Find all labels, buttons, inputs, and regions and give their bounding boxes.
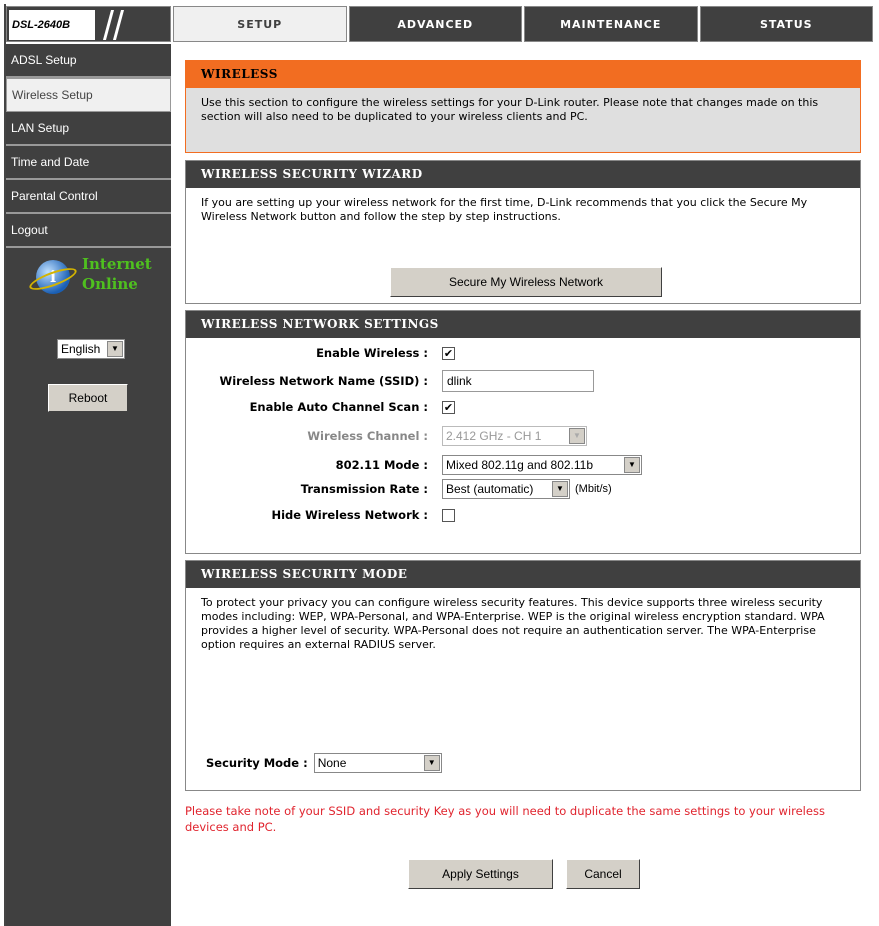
channel-select[interactable] bbox=[442, 426, 587, 446]
auto-channel-checkbox[interactable]: ✔ bbox=[443, 400, 454, 414]
chevron-down-icon: ▼ bbox=[107, 341, 123, 357]
panel-text: To protect your privacy you can configure wireless security features. This device supports three wireless security modes including: WEP, WPA-Personal, and WPA-Enterprise. WEP is the original wireless encryption standard. WPA provides a higher level of security. WPA-Personal does not require an authentication server. The WPA-Enterprise option requires an external RADIUS server. bbox=[201, 596, 825, 651]
internet-status bbox=[28, 254, 158, 310]
info-globe-icon: i bbox=[36, 260, 70, 294]
logo bbox=[6, 6, 171, 42]
network-settings-panel bbox=[185, 310, 861, 554]
tab-advanced[interactable]: ADVANCED bbox=[349, 6, 523, 42]
panel-title: WIRELESS bbox=[186, 61, 860, 88]
security-mode-label: Security Mode : bbox=[206, 756, 308, 770]
secure-wireless-button[interactable]: Secure My Wireless Network bbox=[390, 267, 662, 297]
sidebar-item-lan-setup[interactable]: LAN Setup bbox=[6, 112, 171, 146]
status-line1: Internet bbox=[82, 255, 152, 273]
ssid-label: Wireless Network Name (SSID) : bbox=[219, 374, 428, 388]
rate-select[interactable] bbox=[442, 479, 570, 499]
sidebar bbox=[6, 44, 171, 926]
wireless-panel bbox=[185, 60, 861, 153]
tab-setup[interactable]: SETUP bbox=[173, 6, 347, 42]
sidebar-item-logout[interactable]: Logout bbox=[6, 214, 171, 248]
mode-label: 802.11 Mode : bbox=[335, 458, 428, 472]
apply-settings-button[interactable]: Apply Settings bbox=[408, 859, 553, 889]
hide-network-label: Hide Wireless Network : bbox=[271, 508, 428, 522]
security-mode-value: None bbox=[317, 756, 347, 770]
chevron-down-icon: ▼ bbox=[552, 481, 568, 497]
chevron-down-icon: ▼ bbox=[424, 755, 440, 771]
sidebar-item-parental-control[interactable]: Parental Control bbox=[6, 180, 171, 214]
sidebar-item-time-and-date[interactable]: Time and Date bbox=[6, 146, 171, 180]
ssid-note: Please take note of your SSID and security Key as you will need to duplicate the same settings to your wireless devices and PC. bbox=[185, 804, 825, 834]
sidebar-item-wireless-setup[interactable]: Wireless Setup bbox=[6, 78, 171, 112]
reboot-button[interactable]: Reboot bbox=[48, 384, 128, 412]
top-tabs bbox=[173, 6, 873, 42]
channel-label: Wireless Channel : bbox=[307, 429, 428, 443]
security-mode-panel bbox=[185, 560, 861, 791]
hide-network-checkbox[interactable] bbox=[442, 509, 455, 522]
auto-channel-label: Enable Auto Channel Scan : bbox=[249, 400, 428, 414]
panel-title: WIRELESS SECURITY WIZARD bbox=[186, 161, 860, 188]
cancel-button[interactable]: Cancel bbox=[566, 859, 640, 889]
rate-unit: (Mbit/s) bbox=[575, 483, 612, 495]
language-value: English bbox=[61, 342, 101, 356]
enable-wireless-checkbox[interactable]: ✔ bbox=[443, 346, 454, 360]
panel-text: Use this section to configure the wireless settings for your D-Link router. Please note that changes made on this section will also need to be duplicated to your wireless clients and PC. bbox=[201, 96, 819, 123]
rate-label: Transmission Rate : bbox=[300, 482, 428, 496]
enable-wireless-label: Enable Wireless : bbox=[316, 346, 428, 360]
status-line2: Online bbox=[82, 275, 138, 293]
ssid-input[interactable] bbox=[442, 370, 594, 392]
panel-title: WIRELESS NETWORK SETTINGS bbox=[186, 311, 860, 338]
security-mode-select[interactable] bbox=[314, 753, 442, 773]
tab-status[interactable]: STATUS bbox=[700, 6, 874, 42]
chevron-down-icon: ▼ bbox=[624, 457, 640, 473]
sidebar-item-adsl-setup[interactable]: ADSL Setup bbox=[6, 44, 171, 78]
mode-select[interactable] bbox=[442, 455, 642, 475]
panel-title: WIRELESS SECURITY MODE bbox=[186, 561, 860, 588]
wizard-panel bbox=[185, 160, 861, 304]
rate-value: Best (automatic) bbox=[446, 482, 534, 496]
panel-text: If you are setting up your wireless network for the first time, D-Link recommends that you click the Secure My Wireless Network button and follow the step by step instructions. bbox=[201, 196, 808, 223]
language-select[interactable] bbox=[57, 339, 125, 359]
chevron-down-icon: ▼ bbox=[569, 428, 585, 444]
tab-maintenance[interactable]: MAINTENANCE bbox=[524, 6, 698, 42]
mode-value: Mixed 802.11g and 802.11b bbox=[446, 458, 594, 472]
model-name: DSL-2640B bbox=[9, 10, 95, 40]
channel-value: 2.412 GHz - CH 1 bbox=[446, 429, 542, 443]
